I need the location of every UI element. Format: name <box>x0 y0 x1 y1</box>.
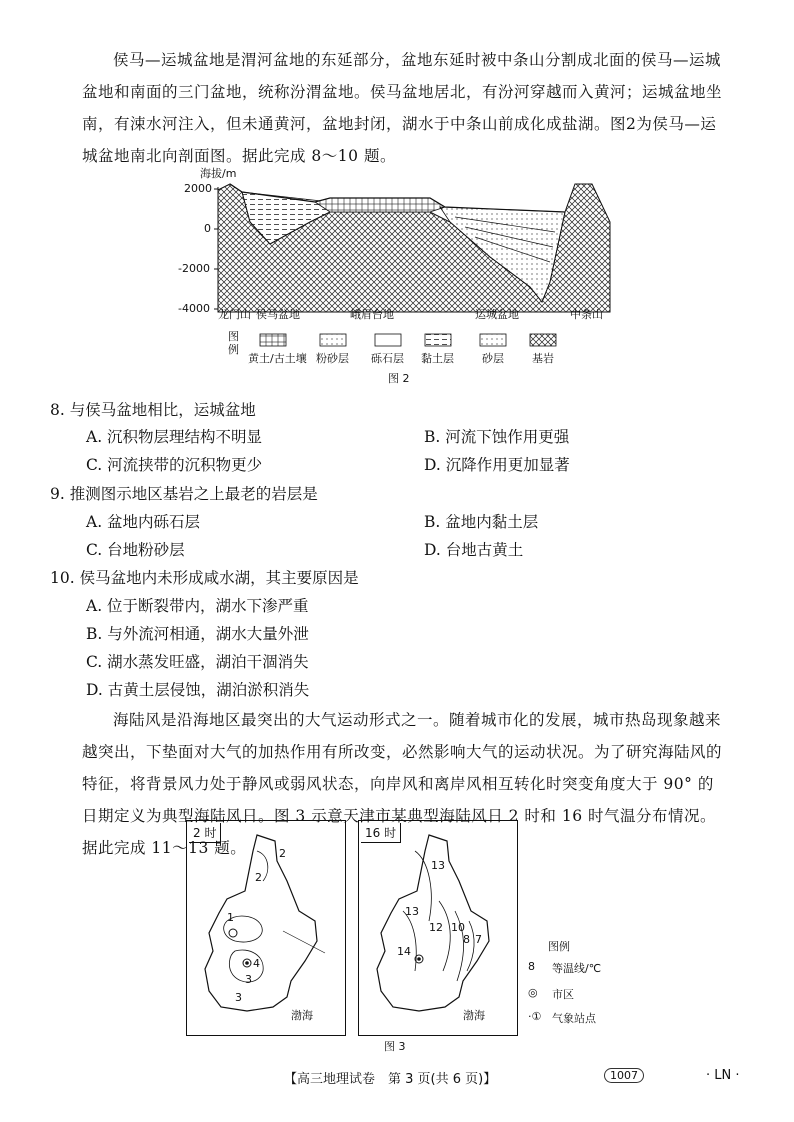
p1-iso-label-4: 4 <box>253 957 260 970</box>
fig2-legend-title: 图例 <box>228 330 239 356</box>
region-houma: 侯马盆地 <box>256 308 300 321</box>
p2-iso-label-5: 14 <box>397 945 411 958</box>
legend-isotherm-value: 8 <box>528 960 535 973</box>
q10-stem: 10. 侯马盆地内未形成咸水湖，其主要原因是 <box>50 569 359 587</box>
legend-isotherm: 等温线/℃ <box>552 962 602 975</box>
p1-sea-label: 渤海 <box>291 1009 313 1022</box>
fig3-legend-title: 图例 <box>548 940 570 953</box>
intro-paragraph-1 <box>82 44 722 172</box>
footer-right-mark: · LN · <box>706 1068 740 1083</box>
legend-bedrock: 基岩 <box>532 352 554 365</box>
map-2am-svg <box>187 821 345 1035</box>
q10-option-c: C. 湖水蒸发旺盛，湖泊干涸消失 <box>86 653 309 671</box>
region-longmen: 龙门山 <box>218 308 251 321</box>
y-tick-0: 0 <box>204 222 211 235</box>
q9-option-d: D. 台地古黄土 <box>424 541 524 559</box>
q8-option-a: A. 沉积物层理结构不明显 <box>86 428 263 446</box>
p1-iso-label-3: 1 <box>227 911 234 924</box>
figure-3 <box>186 820 626 1053</box>
q8-option-d: D. 沉降作用更加显著 <box>424 456 570 474</box>
map-panel-2am <box>186 820 346 1036</box>
legend-city: 市区 <box>552 988 574 1001</box>
y-tick-minus2000: -2000 <box>178 262 210 275</box>
region-yuncheng: 运城盆地 <box>475 308 519 321</box>
panel-2am-title: 2 时 <box>189 823 221 843</box>
q10-option-d: D. 古黄土层侵蚀，湖泊淤积消失 <box>86 681 310 699</box>
footer-page-info: 【高三地理试卷 第 3 页(共 6 页)】 <box>284 1072 497 1087</box>
y-tick-2000: 2000 <box>184 182 212 195</box>
y-tick-minus4000: -4000 <box>178 302 210 315</box>
legend-sand: 砂层 <box>482 352 504 365</box>
legend-silt: 粉砂层 <box>316 352 349 365</box>
footer-code-badge: 1007 <box>604 1068 644 1083</box>
p2-iso-label-7: 7 <box>475 933 482 946</box>
q8-option-c: C. 河流挟带的沉积物更少 <box>86 456 263 474</box>
legend-station-icon: ·① <box>528 1010 542 1023</box>
fig3-caption: 图 3 <box>384 1040 406 1053</box>
q10-option-a: A. 位于断裂带内，湖水下渗严重 <box>86 597 309 615</box>
region-emei: 峨眉台地 <box>350 308 394 321</box>
legend-gravel: 砾石层 <box>371 352 404 365</box>
q9-option-b: B. 盆地内黏土层 <box>424 513 539 531</box>
legend-city-icon: ◎ <box>528 986 538 999</box>
p2-iso-label-3: 12 <box>429 921 443 934</box>
legend-loess: 黄土/古土壤 <box>248 352 307 365</box>
p1-iso-label-1: 2 <box>279 847 286 860</box>
q9-option-c: C. 台地粉砂层 <box>86 541 185 559</box>
p2-sea-label: 渤海 <box>463 1009 485 1022</box>
p2-iso-label-2: 13 <box>405 905 419 918</box>
legend-station: 气象站点 <box>552 1012 596 1025</box>
fig2-caption: 图 2 <box>388 372 410 385</box>
p1-iso-label-5: 3 <box>245 973 252 986</box>
p2-iso-label-4: 10 <box>451 921 465 934</box>
p2-iso-label-6: 8 <box>463 933 470 946</box>
cross-section-svg <box>170 162 650 392</box>
y-axis-title: 海拔/m <box>200 167 237 180</box>
intro-text-1: 侯马—运城盆地是渭河盆地的东延部分，盆地东延时被中条山分割成北面的侯马—运城盆地和南面的三门盆地，统称汾渭盆地。侯马盆地居北，有汾河穿越而入黄河；运城盆地坐南，有涑水河注入，但未通黄河，盆地封闭，湖水于中条山前成化成盐湖。图2为侯马—运城盆地南北向剖面图。据此完成 8～10 题。 <box>82 51 723 165</box>
figure-2 <box>170 162 650 392</box>
q9-stem: 9. 推测图示地区基岩之上最老的岩层是 <box>50 485 318 503</box>
legend-clay: 黏土层 <box>421 352 454 365</box>
q9-option-a: A. 盆地内砾石层 <box>86 513 201 531</box>
intro-text-2: 海陆风是沿海地区最突出的大气运动形式之一。随着城市化的发展，城市热岛现象越来越突出，下垫面对大气的加热作用有所改变，必然影响大气的运动状况。为了研究海陆风的特征，将背景风力处于静风或弱风状态，向岸风和离岸风相互转化时突变角度大于 90° 的日期定义为典型海陆风日。图 3 示意天津市某典型海陆风日 2 时和 16 时气温分布情况。据此完成 11～13 题。 <box>82 711 723 857</box>
p1-iso-label-2: 2 <box>255 871 262 884</box>
q10-option-b: B. 与外流河相通，湖水大量外泄 <box>86 625 309 643</box>
panel-4pm-title: 16 时 <box>361 823 401 843</box>
q8-stem: 8. 与侯马盆地相比，运城盆地 <box>50 401 256 419</box>
p1-iso-label-6: 3 <box>235 991 242 1004</box>
p2-iso-label-1: 13 <box>431 859 445 872</box>
region-zhongtiao: 中条山 <box>570 308 603 321</box>
q8-option-b: B. 河流下蚀作用更强 <box>424 428 570 446</box>
map-panel-4pm <box>358 820 518 1036</box>
